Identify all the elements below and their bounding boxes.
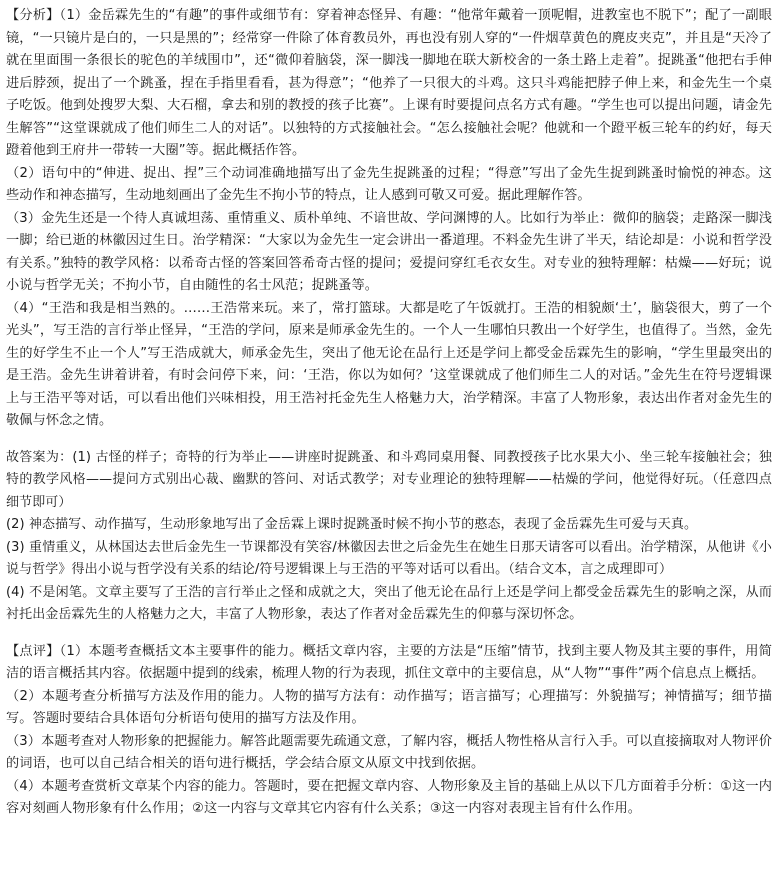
analysis-section — [6, 5, 772, 433]
analysis-paragraph-4: （4）“王浩和我是相当熟的。……王浩常来玩。来了，常打篮球。大都是吃了午饭就打。王浩的相貌颇‘土’，脑袋很大，剪了一个光头”，写王浩的言行举止怪异，“王浩的学问，原来是师承金先生的。一个人一生哪怕只教出一个好学生，也值得了。当然，金先生的好学生不止一个人”写王浩成就大，师承金先生，突出了他无论在品行上还是学问上都受金岳霖先生的影响，“学生里最突出的是王浩。金先生讲着讲着，有时会问停下来，问：‘王浩，你以为如何？’这堂课就成了他们师生二人的对话。”金先生在符号逻辑课上与王浩平等对话，可以看出他们兴味相投，用王浩衬托金先生人格魅力大，治学精深。丰富了人物形象，表达出作者对金先生的敬佩与怀念之情。 — [6, 300, 772, 428]
comment-paragraph-4: （4）本题考查赏析文章某个内容的能力。答题时，要在把握文章内容、人物形象及主旨的基础上从以下几方面着手分析：①这一内容对刻画人物形象有什么作用；②这一内容与文章其它内容有什么关系；③这一内容对表现主旨有什么作用。 — [6, 778, 772, 816]
comment-paragraph-1: 【点评】（1）本题考查概括文本主要事件的能力。概括文章内容，主要的方法是“压缩”情节，找到主要人物及其主要的事件，用简洁的语言概括其内容。依据题中提到的线索，梳理人物的行为表现，抓住文章中的主要信息，从“人物”“事件”两个信息点上概括。 — [6, 643, 772, 681]
comment-paragraph-2: （2）本题考查分析描写方法及作用的能力。人物的描写方法有：动作描写；语言描写；心理描写：外貌描写；神情描写；细节描写。答题时要结合具体语句分析语句使用的描写方法及作用。 — [6, 688, 772, 726]
comment-section — [6, 641, 772, 821]
comment-paragraph-3: （3）本题考查对人物形象的把握能力。解答此题需要先疏通文意，了解内容，概括人物性格从言行入手。可以直接摘取对人物评价的词语，也可以自己结合相关的语句进行概括，学会结合原文从原文中找到依据。 — [6, 733, 772, 771]
answer-paragraph-4: (4) 不是闲笔。文章主要写了王浩的言行举止之怪和成就之大，突出了他无论在品行上还是学问上都受金岳霖先生的影响之深，从而衬托出金岳霖先生的人格魅力之大，丰富了人物形象，表达了作者对金岳霖先生的仰慕与深切怀念。 — [6, 584, 772, 622]
analysis-paragraph-1: 【分析】（1）金岳霖先生的“有趣”的事件或细节有：穿着神态怪异、有趣：“他常年戴着一顶呢帽，进教室也不脱下”；配了一副眼镜，“一只镜片是白的，一只是黑的”；经常穿一件除了体育教员外，再也没有别人穿的“一件烟草黄色的麂皮夹克”，并且是“天冷了就在里面围一条很长的驼色的羊绒围巾”，还“微仰着脑袋，深一脚浅一脚地在联大新校舍的一条土路上走着”。捉跳蚤“他把右手伸进后脖颈，捉出了一个跳蚤，捏在手指里看看，甚为得意”；“他养了一只很大的斗鸡。这只斗鸡能把脖子伸上来，和金先生一个桌子吃饭。他到处搜罗大梨、大石榴，拿去和别的教授的孩子比赛”。上课有时要提问点名方式有趣。“学生也可以提出问题，请金先生解答”“这堂课就成了他们师生二人的对话”。以独特的方式接触社会。“怎么接触社会呢？他就和一个蹬平板三轮车的约好，每天蹬着他到王府井一带转一大圈”等。据此概括作答。 — [6, 8, 772, 158]
analysis-paragraph-3: （3）金先生还是一个待人真诚坦荡、重情重义、质朴单纯、不谙世故、学问渊博的人。比如行为举止：微仰的脑袋；走路深一脚浅一脚；给已逝的林徽因过生日。治学精深：“大家以为金先生一定会讲出一番道理。不料金先生讲了半天，结论却是：小说和哲学没有关系。”独特的教学风格：以希奇古怪的答案回答希奇古怪的提问；爱提问穿红毛衣女生。对专业的独特理解：枯燥——好玩；说小说与哲学无关；不拘小节，自由随性的名士风范；捉跳蚤等。 — [6, 210, 772, 293]
answer-section — [6, 447, 772, 627]
answer-paragraph-3: (3) 重情重义，从林国达去世后金先生一节课都没有笑容/林徽因去世之后金先生在她生日那天请客可以看出。治学精深，从他讲《小说与哲学》得出小说与哲学没有关系的结论/符号逻辑课上与王浩的平等对话可以看出。（结合文本，言之成理即可） — [6, 539, 772, 577]
answer-paragraph-1: 故答案为：(1) 古怪的样子；奇特的行为举止——讲座时捉跳蚤、和斗鸡同桌用餐、同教授孩子比水果大小、坐三轮车接触社会；独特的教学风格——提问方式别出心裁、幽默的答问、对话式教学；对专业理论的独特理解——枯燥的学问，他觉得好玩。（任意四点细节即可） — [6, 449, 772, 510]
analysis-paragraph-2: （2）语句中的“伸进、捉出、捏”三个动词准确地描写出了金先生捉跳蚤的过程；“得意”写出了金先生捉到跳蚤时愉悦的神态。这些动作和神态描写，生动地刻画出了金先生不拘小节的特点，让人感到可敬又可爱。据此理解作答。 — [6, 165, 772, 203]
answer-paragraph-2: (2) 神态描写、动作描写，生动形象地写出了金岳霖上课时捉跳蚤时候不拘小节的憨态，表现了金岳霖先生可爱与天真。 — [6, 517, 698, 532]
